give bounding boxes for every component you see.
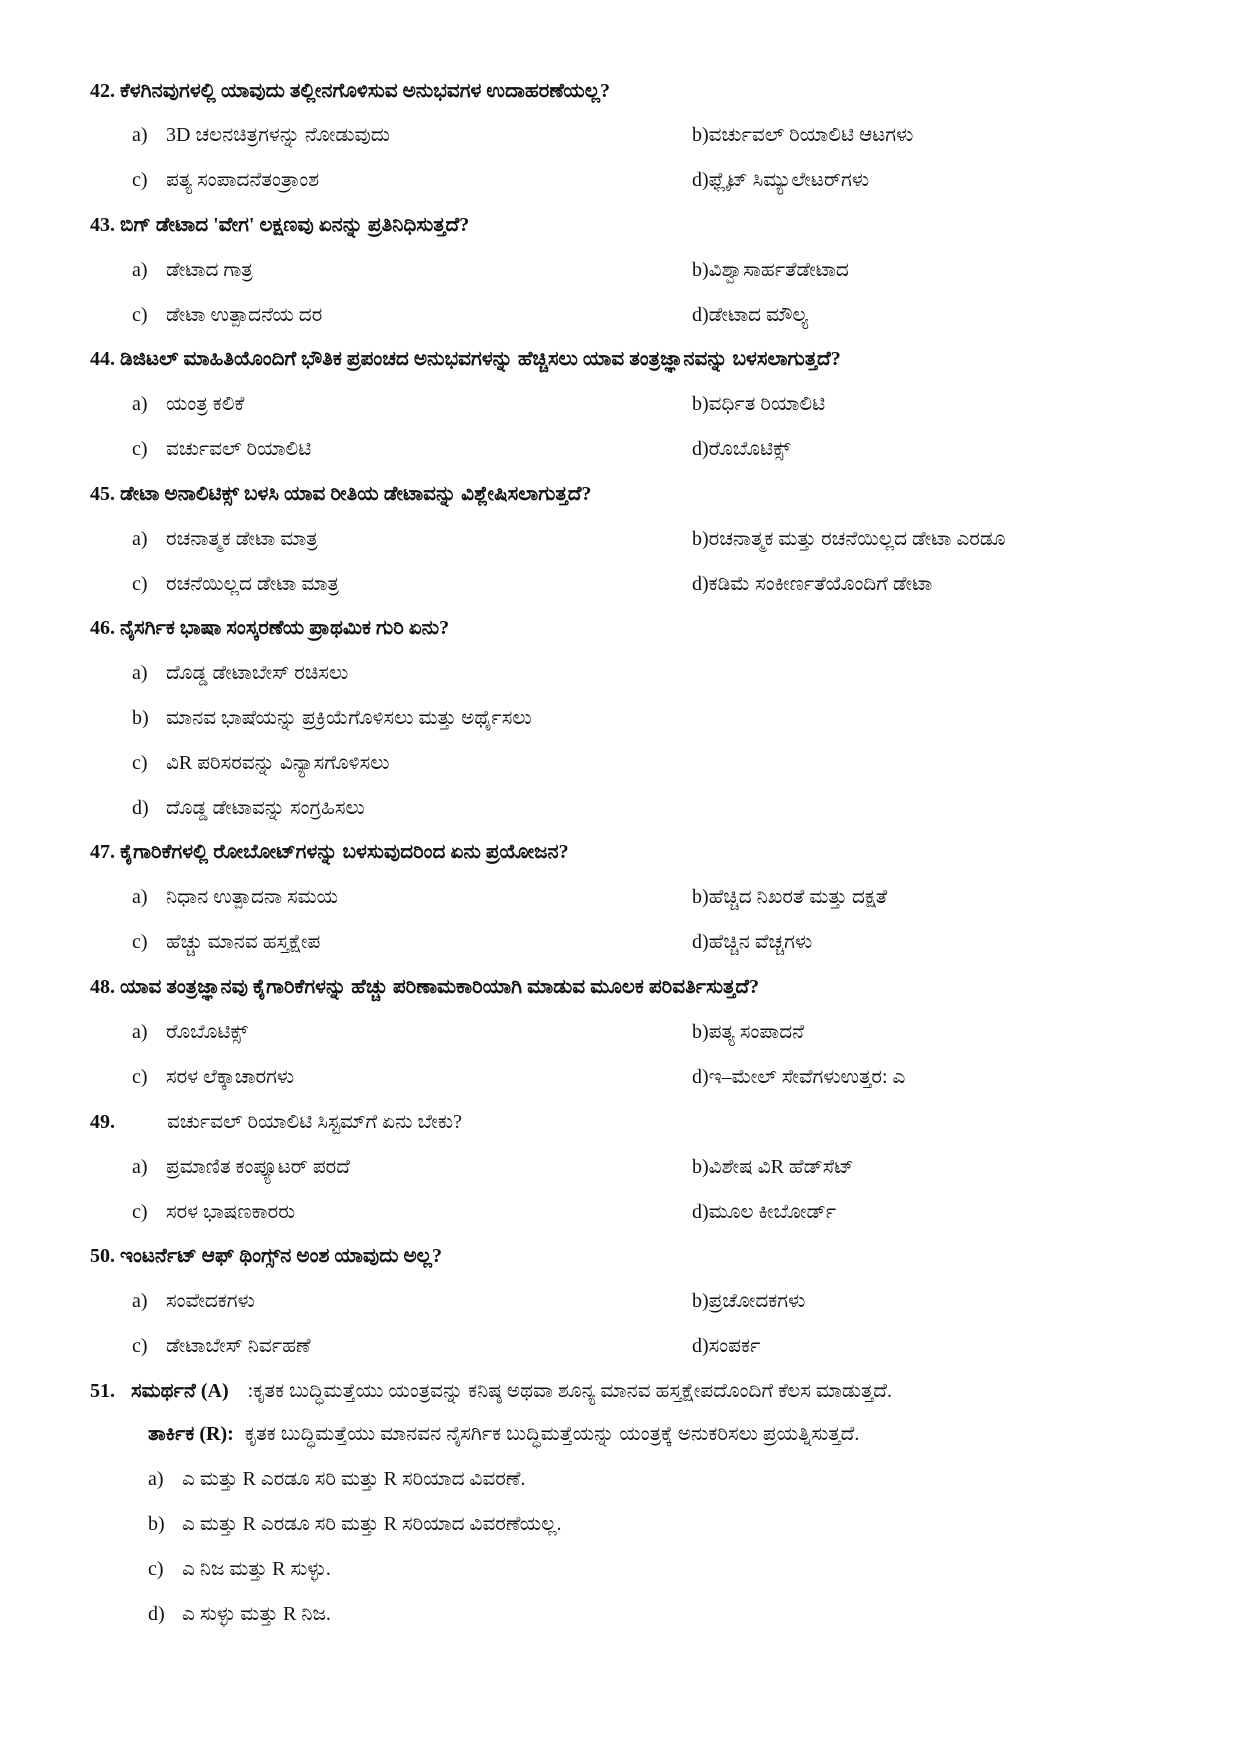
option-42-b [692,124,913,147]
question-51-assertion [90,1380,892,1403]
option-51-c [148,1558,331,1581]
option-letter: d) [692,304,709,326]
option-letter: d) [692,931,709,953]
option-47-d [692,931,812,954]
option-letter: c) [132,573,148,595]
option-text: ನಿಧಾನ ಉತ್ಪಾದನಾ ಸಮಯ [166,886,339,908]
reason-label: ತಾರ್ಕಿಕ (R): [148,1423,234,1445]
option-letter: c) [132,1201,148,1223]
option-50-c [132,1335,311,1358]
option-letter: b) [692,1021,709,1043]
question-number: 51. [90,1380,115,1402]
option-44-c [132,438,311,461]
option-45-a [132,528,318,551]
option-text: ರೊಬೊಟಿಕ್ಸ್ [166,1021,248,1043]
question-text: ವರ್ಚುವಲ್ ರಿಯಾಲಿಟಿ ಸಿಸ್ಟಮ್‌ಗೆ ಏನು ಬೇಕು? [167,1111,462,1133]
question-text: ಕೈಗಾರಿಕೆಗಳಲ್ಲಿ ರೋಬೋಟ್‌ಗಳನ್ನು ಬಳಸುವುದರಿಂದ ಏನು ಪ್ರಯೋಜನ? [120,841,569,863]
option-49-c [132,1201,295,1224]
option-letter: a) [132,886,148,908]
option-text: ವಿಶ್ವಾಸಾರ್ಹತೆಡೇಟಾದ [708,259,849,281]
option-text: ವರ್ಚುವಲ್ ರಿಯಾಲಿಟಿ [166,438,312,460]
question-50 [90,1245,1170,1268]
option-48-a [132,1021,248,1044]
question-text: ಕೆಳಗಿನವುಗಳಲ್ಲಿ ಯಾವುದು ತಲ್ಲೀನಗೊಳಿಸುವ ಅನುಭವಗಳ ಉದಾಹರಣೆಯಲ್ಲ? [120,80,611,102]
option-letter: d) [692,1066,709,1088]
option-text: ಕಡಿಮೆ ಸಂಕೀರ್ಣತೆಯೊಂದಿಗೆ ಡೇಟಾ [708,573,933,595]
option-42-d [692,169,869,192]
question-44 [90,348,1170,371]
option-text: ಸರಳ ಭಾಷಣಕಾರರು [166,1201,296,1223]
option-letter: b) [692,393,709,415]
option-50-d [692,1335,760,1358]
option-47-c [132,931,320,954]
option-text: ಸಂವೇದಕಗಳು [166,1290,255,1312]
option-text: ಪ್ರಮಾಣಿತ ಕಂಪ್ಯೂಟರ್ ಪರದೆ [166,1156,350,1178]
question-text: ಡೇಟಾ ಅನಾಲಿಟಿಕ್ಸ್ ಬಳಸಿ ಯಾವ ರೀತಿಯ ಡೇಟಾವನ್ನು ವಿಶ್ಲೇಷಿಸಲಾಗುತ್ತದೆ? [120,483,592,505]
option-text: ಎ ನಿಜ ಮತ್ತು R ಸುಳ್ಳು. [182,1558,331,1580]
option-letter: b) [692,528,709,550]
option-49-d [692,1201,836,1224]
option-text: ಯಂತ್ರ ಕಲಿಕೆ [166,393,245,415]
option-text: ರಚನಾತ್ಮಕ ಮತ್ತು ರಚನೆಯಿಲ್ಲದ ಡೇಟಾ ಎರಡೂ [708,528,1006,550]
option-text: ದೊಡ್ಡ ಡೇಟಾವನ್ನು ಸಂಗ್ರಹಿಸಲು [166,797,365,819]
option-letter: a) [132,259,148,281]
option-text: ವಿಶೇಷ ವಿR ಹೆಡ್‌ಸೆಟ್ [708,1156,854,1178]
option-letter: b) [692,1156,709,1178]
option-letter: b) [692,1290,709,1312]
option-46-c [132,752,390,775]
option-text: ಮಾನವ ಭಾಷೆಯನ್ನು ಪ್ರಕ್ರಿಯೆಗೊಳಿಸಲು ಮತ್ತು ಅರ್ಥೈಸಲು [166,707,532,729]
option-letter: c) [132,169,148,191]
option-48-d [692,1066,905,1089]
question-43 [90,214,1170,237]
question-number: 44. [90,348,115,370]
assertion-label: ಸಮರ್ಥನೆ (A) [131,1380,229,1402]
question-number: 50. [90,1245,115,1267]
option-47-b [692,886,887,909]
question-number: 43. [90,214,115,236]
option-51-b [148,1513,562,1536]
option-text: ಡೇಟಾ ಉತ್ಪಾದನೆಯ ದರ [166,304,323,326]
option-letter: c) [132,931,148,953]
option-43-d [692,304,808,327]
question-45 [90,483,1170,506]
option-letter: a) [132,124,148,146]
option-letter: b) [132,707,149,729]
option-letter: a) [132,1021,148,1043]
option-letter: c) [132,304,148,326]
option-50-a [132,1290,255,1313]
option-text: ಹೆಚ್ಚಿನ ವೆಚ್ಚಗಳು [708,931,813,953]
option-text: ರಚನಾತ್ಮಕ ಡೇಟಾ ಮಾತ್ರ [166,528,318,550]
option-48-c [132,1066,294,1089]
option-letter: a) [132,528,148,550]
option-43-c [132,304,322,327]
option-letter: b) [692,886,709,908]
option-46-a [132,662,348,685]
question-46 [90,617,1170,640]
option-44-a [132,393,244,416]
option-43-a [132,259,253,282]
question-text: ಯಾವ ತಂತ್ರಜ್ಞಾನವು ಕೈಗಾರಿಕೆಗಳನ್ನು ಹೆಚ್ಚು ಪರಿಣಾಮಕಾರಿಯಾಗಿ ಮಾಡುವ ಮೂಲಕ ಪರಿವರ್ತಿಸುತ್ತದೆ? [120,976,760,998]
option-letter: a) [132,1290,148,1312]
option-44-b [692,393,825,416]
option-letter: c) [132,752,148,774]
option-text: ರೊಬೊಟಿಕ್ಸ್ [708,438,791,460]
option-text: ಪ್ರಚೋದಕಗಳು [708,1290,806,1312]
question-49 [90,1111,1170,1134]
option-text: ವಿR ಪರಿಸರವನ್ನು ವಿನ್ಯಾಸಗೊಳಿಸಲು [166,752,390,774]
option-text: ಎ ಮತ್ತು R ಎರಡೂ ಸರಿ ಮತ್ತು R ಸರಿಯಾದ ವಿವರಣೆಯಲ್ಲ. [182,1513,562,1535]
option-letter: b) [148,1513,165,1535]
option-45-c [132,573,339,596]
option-text: ಮೂಲ ಕೀಬೋರ್ಡ್ [708,1201,837,1223]
option-42-c [132,169,319,192]
option-letter: c) [148,1558,164,1580]
question-text: ಬಿಗ್ ಡೇಟಾದ 'ವೇಗ' ಲಕ್ಷಣವು ಏನನ್ನು ಪ್ರತಿನಿಧಿಸುತ್ತದೆ? [120,214,470,236]
option-47-a [132,886,338,909]
option-letter: b) [692,124,709,146]
option-text: ಡೇಟಾದ ಮೌಲ್ಯ [708,304,809,326]
option-letter: c) [132,438,148,460]
option-50-b [692,1290,805,1313]
option-text: 3D ಚಲನಚಿತ್ರಗಳನ್ನು ನೋಡುವುದು [166,124,391,146]
option-42-a [132,124,390,147]
option-text: ಇ–ಮೇಲ್ ಸೇವೆಗಳುಉತ್ತರ: ಎ [708,1066,906,1088]
question-text: ಇಂಟರ್ನೆಟ್ ಆಫ್ ಥಿಂಗ್ಸ್‌ನ ಅಂಶ ಯಾವುದು ಅಲ್ಲ? [120,1245,442,1267]
option-text: ಸರಳ ಲೆಕ್ಕಾಚಾರಗಳು [166,1066,295,1088]
option-45-d [692,573,932,596]
option-letter: d) [692,1335,709,1357]
option-text: ವರ್ಧಿತ ರಿಯಾಲಿಟಿ [708,393,826,415]
question-48 [90,976,1170,999]
option-45-b [692,528,1005,551]
option-letter: d) [148,1603,165,1625]
question-number: 48. [90,976,115,998]
option-text: ಎ ಸುಳ್ಳು ಮತ್ತು R ನಿಜ. [182,1603,331,1625]
option-letter: b) [692,259,709,281]
option-letter: d) [692,1201,709,1223]
question-number: 47. [90,841,115,863]
option-text: ಪತ್ಯ ಸಂಪಾದನೆ [708,1021,805,1043]
question-number: 42. [90,80,115,102]
question-47 [90,841,1170,864]
option-49-a [132,1156,350,1179]
question-42 [90,80,1170,103]
option-text: ವರ್ಚುವಲ್ ರಿಯಾಲಿಟಿ ಆಟಗಳು [708,124,914,146]
option-letter: c) [132,1066,148,1088]
option-49-b [692,1156,854,1179]
option-text: ಫ್ಲೈಟ್ ಸಿಮ್ಯುಲೇಟರ್‌ಗಳು [708,169,870,191]
option-text: ಸಂಪರ್ಕ [708,1335,761,1357]
option-text: ಎ ಮತ್ತು R ಎರಡೂ ಸರಿ ಮತ್ತು R ಸರಿಯಾದ ವಿವರಣೆ. [182,1468,526,1490]
option-46-d [132,797,365,820]
question-51-reason [148,1423,859,1446]
option-51-a [148,1468,525,1491]
option-letter: a) [132,1156,148,1178]
question-text: ನೈಸರ್ಗಿಕ ಭಾಷಾ ಸಂಸ್ಕರಣೆಯ ಪ್ರಾಥಮಿಕ ಗುರಿ ಏನು? [120,617,450,639]
option-43-b [692,259,849,282]
question-number: 45. [90,483,115,505]
option-text: ಡೇಟಾಬೇಸ್ ನಿರ್ವಹಣೆ [166,1335,311,1357]
option-letter: d) [692,573,709,595]
option-text: ಹೆಚ್ಚು ಮಾನವ ಹಸ್ತಕ್ಷೇಪ [166,931,321,953]
assertion-text: :ಕೃತಕ ಬುದ್ಧಿಮತ್ತೆಯು ಯಂತ್ರವನ್ನು ಕನಿಷ್ಠ ಅಥವಾ ಶೂನ್ಯ ಮಾನವ ಹಸ್ತಕ್ಷೇಪದೊಂದಿಗೆ ಕೆಲಸ ಮಾಡುತ್ತದೆ. [247,1380,893,1402]
option-letter: c) [132,1335,148,1357]
question-text: ಡಿಜಿಟಲ್ ಮಾಹಿತಿಯೊಂದಿಗೆ ಭೌತಿಕ ಪ್ರಪಂಚದ ಅನುಭವಗಳನ್ನು ಹೆಚ್ಚಿಸಲು ಯಾವ ತಂತ್ರಜ್ಞಾನವನ್ನು ಬಳಸಲಾಗುತ್ತದೆ? [120,348,841,370]
reason-text: ಕೃತಕ ಬುದ್ಧಿಮತ್ತೆಯು ಮಾನವನ ನೈಸರ್ಗಿಕ ಬುದ್ಧಿಮತ್ತೆಯನ್ನು ಯಂತ್ರಕ್ಕೆ ಅನುಕರಿಸಲು ಪ್ರಯತ್ನಿಸುತ್ತದೆ. [244,1423,860,1445]
option-letter: a) [148,1468,164,1490]
question-number: 49. [90,1111,115,1133]
option-text: ರಚನೆಯಿಲ್ಲದ ಡೇಟಾ ಮಾತ್ರ [166,573,339,595]
question-number: 46. [90,617,115,639]
option-48-b [692,1021,804,1044]
option-46-b [132,707,532,730]
option-51-d [148,1603,331,1626]
option-text: ಹೆಚ್ಚಿದ ನಿಖರತೆ ಮತ್ತು ದಕ್ಷತೆ [708,886,888,908]
option-letter: d) [132,797,149,819]
option-letter: d) [692,438,709,460]
option-letter: d) [692,169,709,191]
option-44-d [692,438,791,461]
option-text: ಪತ್ಯ ಸಂಪಾದನೆತಂತ್ರಾಂಶ [166,169,320,191]
option-text: ದೊಡ್ಡ ಡೇಟಾಬೇಸ್ ರಚಿಸಲು [166,662,349,684]
option-letter: a) [132,393,148,415]
option-text: ಡೇಟಾದ ಗಾತ್ರ [166,259,253,281]
option-letter: a) [132,662,148,684]
